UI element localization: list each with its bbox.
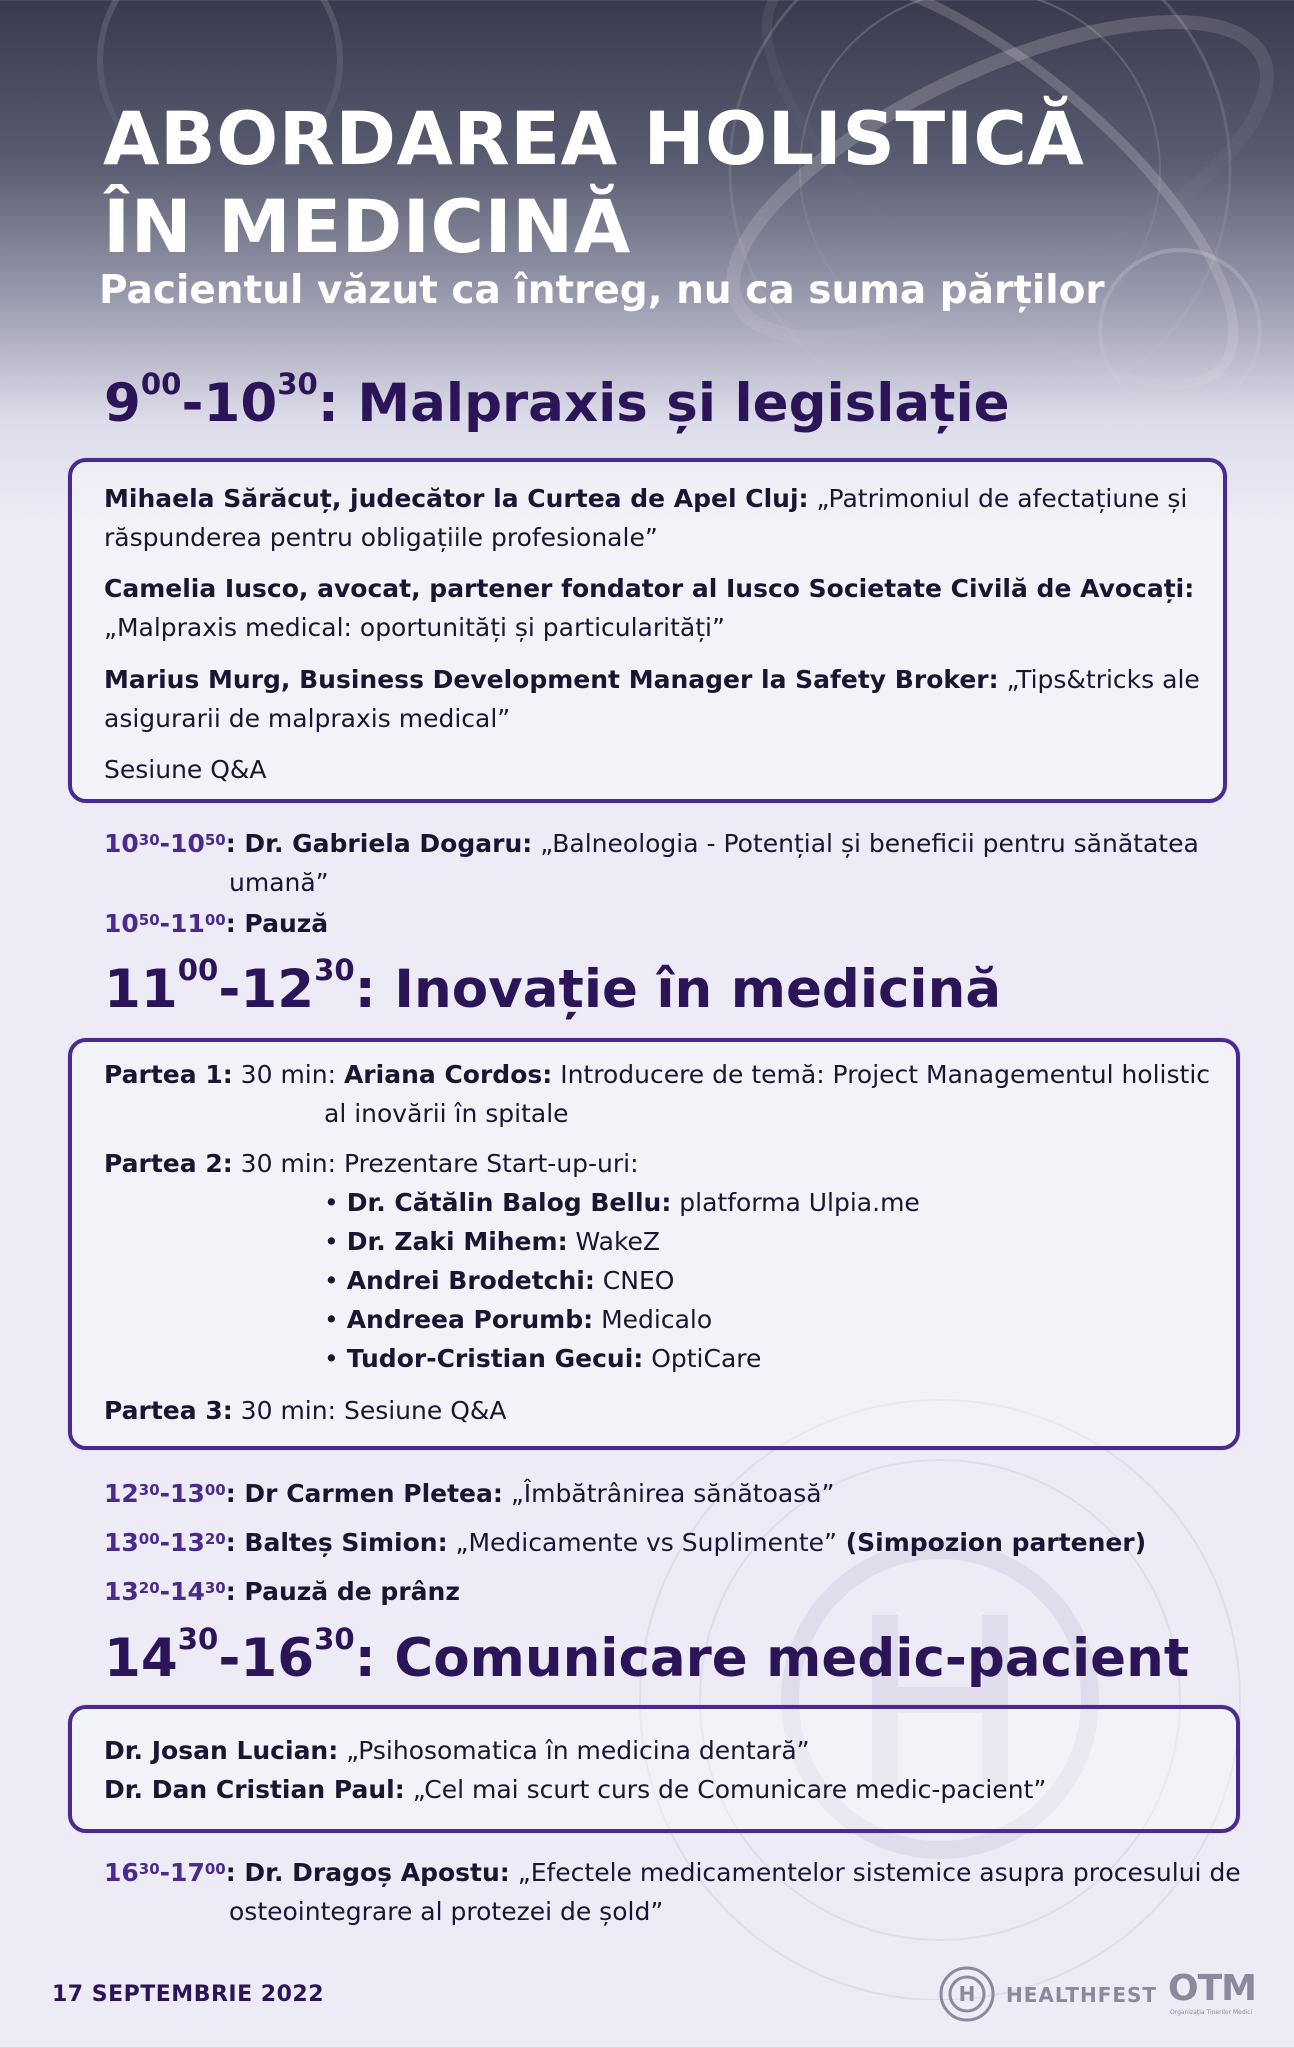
agenda-part-3: Partea 3: 30 min: Sesiune Q&A <box>104 1396 507 1425</box>
section-heading-inovatie: $11^{00}-12^{30}$: Inovație în medicină <box>104 953 1002 1020</box>
schedule-item: $10^{50}-11^{00}$: Pauză <box>104 909 329 938</box>
section-heading-comunicare: $14^{30}-16^{30}$: Comunicare medic-pacient <box>104 1622 1190 1689</box>
title-line-2: ÎN MEDICINĂ <box>103 185 631 270</box>
agenda-part-2: Partea 2: 30 min: Prezentare Start-up-uri: <box>104 1149 639 1178</box>
otm-logo: OTM <box>1168 1968 1256 2009</box>
event-date: 17 SEPTEMBRIE 2022 <box>52 1982 325 2007</box>
agenda-part-1-continuation: al inovării în spitale <box>324 1099 569 1128</box>
schedule-item-continuation: umană” <box>229 868 329 897</box>
agenda-item: Dr. Dan Cristian Paul: „Cel mai scurt curs de Comunicare medic-pacient” <box>104 1775 1047 1804</box>
startup-list-item: • Andreea Porumb: Medicalo <box>324 1305 713 1334</box>
schedule-item: $10^{30}-10^{50}$: Dr. Gabriela Dogaru: „Balneologia - Potențial și beneficii pentru sănătatea <box>104 829 1199 858</box>
startup-list-item: • Dr. Cătălin Balog Bellu: platforma Ulpia.me <box>324 1188 920 1217</box>
section-heading-malpraxis: $9^{00}-10^{30}$: Malpraxis și legislație <box>104 367 1010 434</box>
title-line-1: ABORDAREA HOLISTICĂ <box>103 97 1085 182</box>
page-subtitle: Pacientul văzut ca întreg, nu ca suma părților <box>99 268 1105 313</box>
schedule-item: $13^{20}-14^{30}$: Pauză de prânz <box>104 1577 460 1606</box>
healthfest-logo-icon <box>938 1965 996 2023</box>
schedule-item: $13^{00}-13^{20}$: Balteș Simion: „Medicamente vs Suplimente” (Simpozion partener) <box>104 1528 1147 1557</box>
page-title <box>103 96 1203 272</box>
agenda-item-continuation: răspunderea pentru obligațiile profesionale” <box>104 523 658 552</box>
schedule-item: $12^{30}-13^{00}$: Dr Carmen Pletea: „Îmbătrânirea sănătoasă” <box>104 1479 835 1508</box>
qa-session: Sesiune Q&A <box>104 755 267 784</box>
startup-list-item: • Tudor-Cristian Gecui: OptiCare <box>324 1344 762 1373</box>
agenda-item-continuation: asigurarii de malpraxis medical” <box>104 704 511 733</box>
healthfest-wordmark: HEALTHFEST <box>1006 1983 1158 2007</box>
agenda-item: Dr. Josan Lucian: „Psihosomatica în medicina dentară” <box>104 1736 810 1765</box>
svg-text:H: H <box>958 1982 976 2006</box>
schedule-item: $16^{30}-17^{00}$: Dr. Dragoș Apostu: „Efectele medicamentelor sistemice asupra procesului de <box>104 1858 1241 1887</box>
startup-list-item: • Dr. Zaki Mihem: WakeZ <box>324 1227 661 1256</box>
startup-list-item: • Andrei Brodetchi: CNEO <box>324 1266 675 1295</box>
agenda-item: Mihaela Sărăcuț, judecător la Curtea de Apel Cluj: „Patrimoniul de afectațiune și <box>104 484 1188 513</box>
schedule-item-continuation: osteointegrare al protezei de șold” <box>229 1897 664 1926</box>
agenda-item: Marius Murg, Business Development Manager la Safety Broker: „Tips&tricks ale <box>104 665 1200 694</box>
agenda-part-1: Partea 1: 30 min: Ariana Cordos: Introducere de temă: Project Managementul holistic <box>104 1060 1211 1089</box>
otm-logo-subtitle: Organizația Tinerilor Medici <box>1170 2009 1253 2016</box>
agenda-item-continuation: „Malpraxis medical: oportunități și particularități” <box>104 613 725 642</box>
agenda-item: Camelia Iusco, avocat, partener fondator al Iusco Societate Civilă de Avocați: <box>104 574 1195 603</box>
